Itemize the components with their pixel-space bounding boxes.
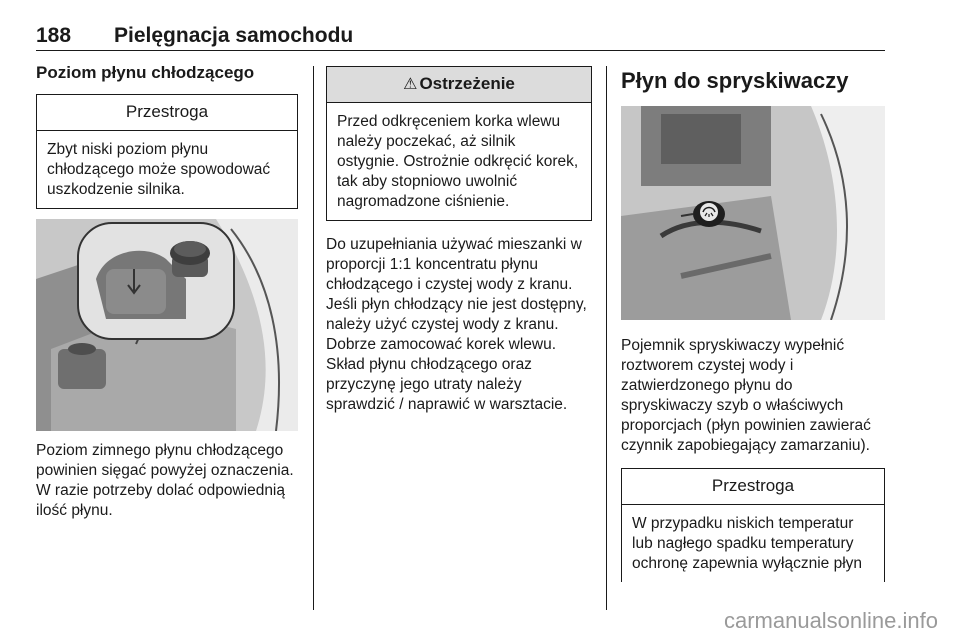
coolant-mix-paragraph: Do uzupełniania używać mieszanki w proporcji 1:1 koncentratu płynu chłodzącego i czystej wody z kranu. Jeśli płyn chłodzący nie jest dostępny, należy użyć czystej wody z kranu. Dobrze zamocować korek wlewu. Skład płynu chłodzącego oraz przyczynę jego utraty należy sprawdzić / naprawić w warsztacie. — [326, 236, 587, 413]
section-title: Pielęgnacja samochodu — [114, 24, 354, 47]
column-divider — [606, 66, 607, 610]
warning-box — [326, 66, 592, 221]
washer-caution-title: Przestroga — [622, 469, 884, 505]
caution-text: Zbyt niski poziom płynu chłodzącego może spowodować uszkodzenie silnika. — [47, 141, 271, 198]
washer-caution-box — [621, 468, 885, 582]
column-warning — [326, 62, 592, 415]
washer-heading: Płyn do spryskiwaczy — [621, 68, 849, 93]
washer-caution-text: W przypadku niskich temperatur lub nagłego spadku temperatury ochronę zapewnia wyłącznie płyn — [632, 515, 863, 572]
warning-title: Ostrzeżenie — [419, 74, 515, 93]
watermark: carmanualsonline.info — [723, 608, 938, 633]
washer-reservoir-illustration — [621, 106, 885, 320]
washer-paragraph: Pojemnik spryskiwaczy wypełnić roztworem czystej wody i zatwierdzonego płynu do spryskiwaczy szyb o właściwych proporcjach (płyn powinien zawierać czynnik zapobiegający zamarzaniu). — [621, 337, 871, 454]
warning-text: Przed odkręceniem korka wlewu należy poczekać, aż silnik ostygnie. Ostrożnie odkręcić korek, tak aby stopniowo uwolnić nagromadzone ciśnienie. — [337, 113, 579, 210]
page-number: 188 — [36, 24, 72, 47]
coolant-heading: Poziom płynu chłodzącego — [36, 63, 255, 82]
column-coolant — [36, 62, 298, 521]
coolant-paragraph: Poziom zimnego płynu chłodzącego powinien sięgać powyżej oznaczenia. W razie potrzeby dolać odpowiednią ilość płynu. — [36, 442, 294, 519]
column-divider — [313, 66, 314, 610]
column-washer — [621, 62, 885, 582]
warning-triangle-icon: ⚠ — [403, 76, 418, 93]
warning-header — [327, 67, 591, 103]
caution-box — [36, 94, 298, 209]
coolant-reservoir-illustration — [36, 219, 298, 431]
page-header — [36, 24, 885, 51]
caution-title: Przestroga — [37, 95, 297, 131]
